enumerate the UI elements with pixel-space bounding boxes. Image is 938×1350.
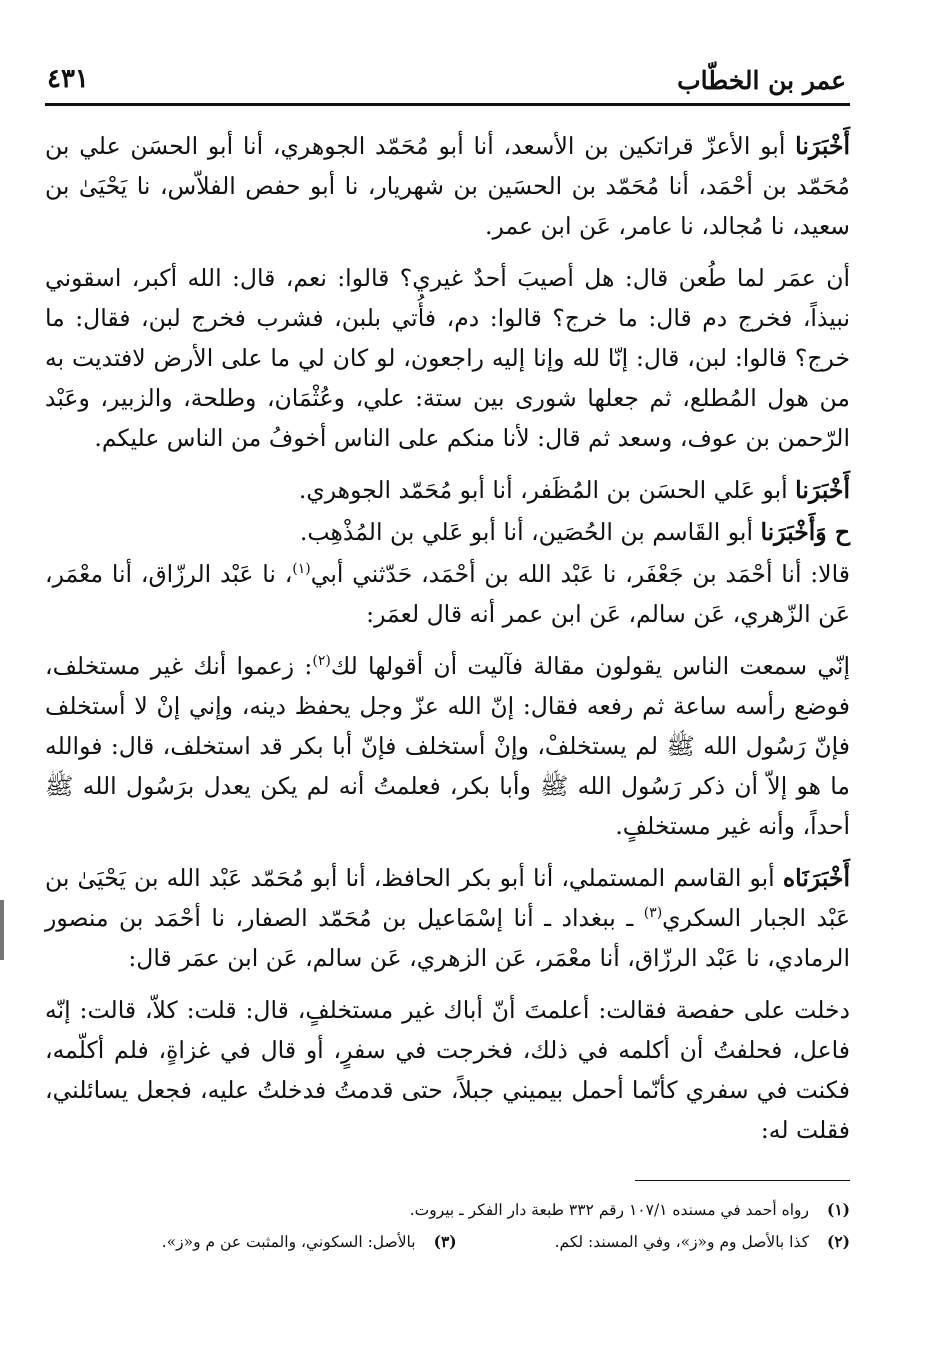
footnote-3-text: بالأصل: السكوني، والمثبت عن م و«ز». — [161, 1233, 416, 1251]
paragraph-1-text: أبو الأعزّ قراتكين بن الأسعد، أنا أبو مُحَمّد الجوهري، أنا أبو الحسَن علي بن مُحَمّد بن أحْمَد، أنا مُحَمّد بن الحسَين بن شهريار، نا أبو حفص الفلاّس، نا يَحْيَىٰ بن سعيد، نا مُجالد، نا عامر، عَن ابن عمر. — [45, 132, 850, 240]
footnote-ref-2[interactable]: (٢) — [312, 653, 331, 670]
paragraph-5 — [45, 554, 850, 634]
running-title: عمر بن الخطّاب — [677, 66, 846, 95]
paragraph-4-text: أبو القَاسم بن الحُصَين، أنا أبو عَلي بن المُذْهِب. — [299, 518, 753, 546]
footnote-ref-3[interactable]: (٣) — [643, 905, 663, 922]
paragraph-7 — [45, 858, 850, 978]
footnote-ref-1[interactable]: (١) — [292, 561, 311, 578]
footnotes — [45, 1194, 850, 1258]
footnote-1 — [45, 1194, 850, 1226]
footnote-3-number: (٣) — [433, 1232, 457, 1251]
paragraph-3-keyword: أَخْبَرَنا — [795, 476, 850, 504]
paragraph-2-text: أن عمَر لما طُعن قال: هل أصيبَ أحدٌ غيري؟ قالوا: نعم، قال: الله أكبر، اسقوني نبيذاً، فخرج دم قال: ما خرج؟ قالوا: دم، فأُتي بلبن، فشرب فخرج لبن، فقال: ما خرج؟ قالوا: لبن، قال: إنّا لله وإنا إليه راجعون، لو كان لي ما على الأرض لافتديت به من هول المُطلع، ثم جعلها شورى بين ستة: علي، وعُثْمَان، وطلحة، والزبير، وعَبْد الرّحمن بن عوف، وسعد ثم قال: لأنا منكم على الناس أخوفُ من الناس عليكم. — [45, 264, 850, 452]
scan-edge-mark — [0, 900, 4, 960]
header-divider — [45, 103, 850, 106]
paragraph-1-keyword: أَخْبَرَنا — [795, 132, 850, 160]
paragraph-5-text-b: ، نا عَبْد الرزّاق، أنا معْمَر، عَن الزّهري، عَن سالم، عَن ابن عمر أنه قال لعمَر: — [45, 560, 850, 628]
page-number: ٤٣١ — [47, 64, 89, 94]
paragraph-7-text-a: أبو القاسم المستملي، أنا أبو بكر الحافظ، أنا أبو مُحَمّد عَبْد الله بن يَحْيَىٰ بن عَبْد الجبار السكري — [45, 864, 851, 932]
paragraph-8-text: دخلت على حفصة فقالت: أعلمتَ أنّ أباك غير مستخلفٍ، قال: قلت: كلاّ، قالت: إنّه فاعل، فحلفتُ أن أكلمه في ذلك، فخرجت في سفرٍ، أو قال في غزاةٍ، فلم أكلّمه، فكنت في سفري كأنّما أحمل بيميني جبلاً، حتى قدمتُ فدخلتُ عليه، فجعل يسائلني، فقلت له: — [45, 996, 850, 1144]
paragraph-4 — [45, 512, 850, 552]
paragraph-6-text-b: : زعموا أنك غير مستخلف، فوضع رأسه ساعة ثم رفعه فقال: إنّ الله عزّ وجل يحفظ دينه، وإني إنْ لا أستخلف فإنّ رَسُول الله ﷺ لم يستخلفْ، وإنْ أستخلف فإنّ أبا بكر قد استخلف، قال: فوالله ما هو إلاّ أن ذكر رَسُول الله ﷺ وأبا بكر، فعلمتُ أنه لم يكن يعدل برَسُول الله ﷺ أحداً، وأنه غير مستخلفٍ. — [45, 652, 850, 840]
footnote-2-number: (٢) — [826, 1232, 850, 1251]
footnote-divider — [635, 1180, 850, 1181]
paragraph-3-text: أبو عَلي الحسَن بن المُظَفر، أنا أبو مُحَمّد الجوهري. — [298, 476, 788, 504]
paragraph-2 — [45, 258, 850, 458]
paragraph-4-keyword: ح وَأَخْبَرَنا — [760, 518, 850, 546]
footnote-2-3 — [45, 1226, 850, 1258]
main-text — [45, 126, 850, 1162]
paragraph-5-text-a: قالا: أنا أحْمَد بن جَعْفَر، نا عَبْد الله بن أحْمَد، حَدّثني أبي — [310, 560, 850, 588]
footnote-2-text: كذا بالأصل وم و«ز»، وفي المسند: لكم. — [554, 1233, 809, 1251]
paragraph-6 — [45, 646, 850, 846]
paragraph-1 — [45, 126, 850, 246]
paragraph-8 — [45, 990, 850, 1150]
paragraph-7-text-b: ـ ببغداد ـ أنا إسْمَاعيل بن مُحَمّد الصفار، نا أحْمَد بن منصور الرمادي، نا عَبْد الرزّاق، أنا معْمَر، عَن الزهري، عَن سالم، عَن ابن عمَر قال: — [45, 904, 850, 972]
footnote-1-text: رواه أحمد في مسنده ١٠٧/١ رقم ٣٣٢ طبعة دار الفكر ـ بيروت. — [409, 1201, 809, 1219]
footnote-1-number: (١) — [826, 1200, 850, 1219]
paragraph-6-text-a: إنّي سمعت الناس يقولون مقالة فآليت أن أقولها لك — [330, 652, 850, 680]
paragraph-7-keyword: أَخْبَرَنَاه — [782, 864, 850, 892]
paragraph-3 — [45, 470, 850, 510]
